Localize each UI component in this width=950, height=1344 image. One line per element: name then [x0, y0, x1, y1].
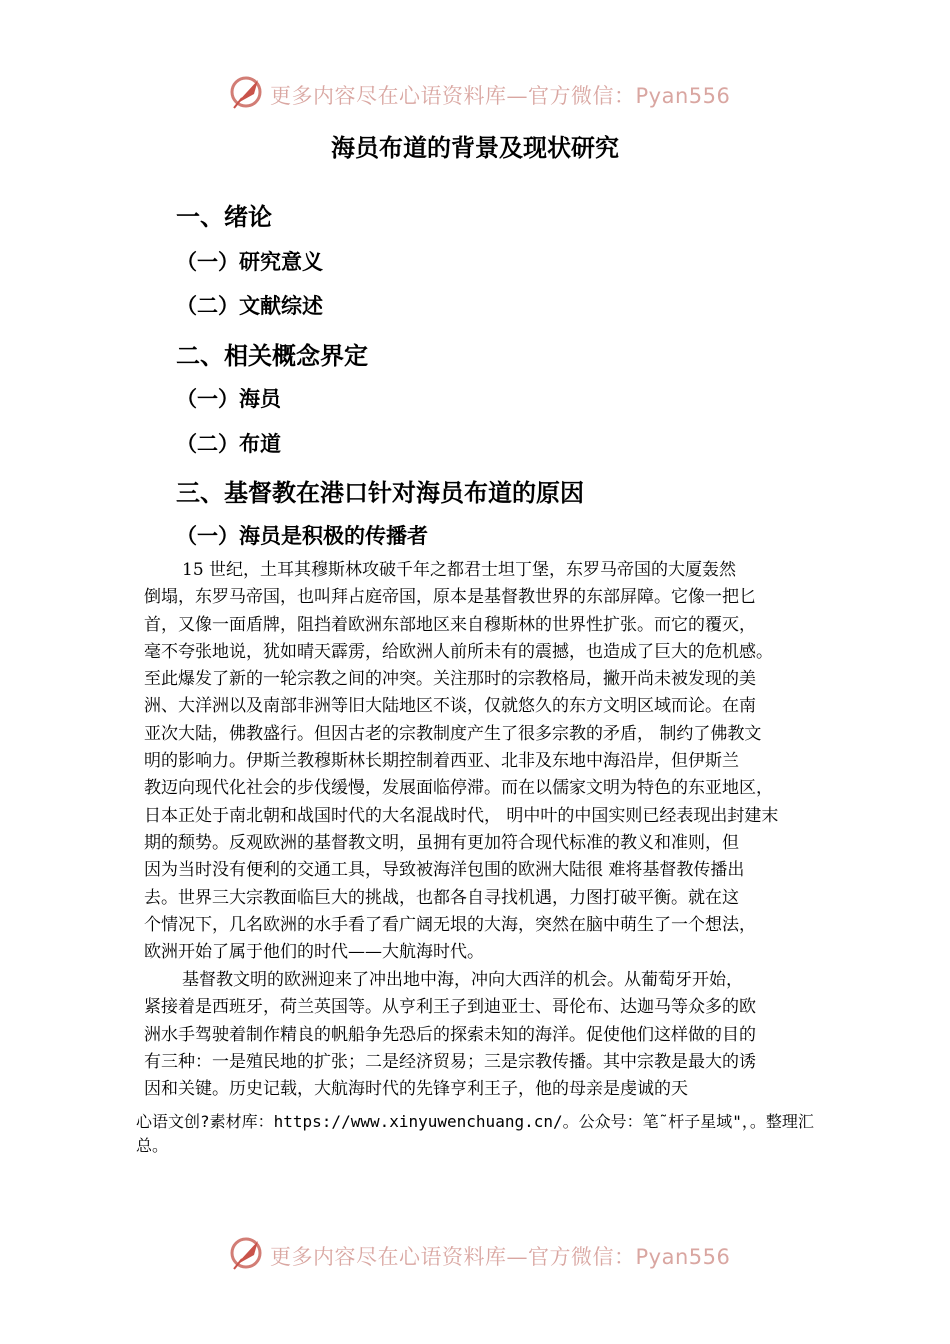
heading-reasons: 三、基督教在港口针对海员布道的原因 — [176, 479, 584, 507]
footer-banner — [0, 1233, 950, 1273]
subheading-literature-review: （二）文献综述 — [176, 294, 323, 318]
heading-introduction: 一、绪论 — [176, 203, 272, 231]
source-note-line-1: 心语文创?素材库：https://www.xinyuwenchuang.cn/。公众号：笔˜杆子星域"，。整理汇 — [136, 1112, 814, 1131]
source-note — [136, 1110, 826, 1158]
subheading-seafarer: （一）海员 — [176, 387, 281, 411]
paragraph-line: 亚次大陆，佛教盛行。但因古老的宗教制度产生了很多宗教的矛盾， 制约了佛教文 — [144, 723, 762, 744]
subheading-preaching: （二）布道 — [176, 432, 281, 456]
subheading-research-significance: （一）研究意义 — [176, 250, 323, 274]
paragraph-line: 洲水手驾驶着制作精良的帆船争先恐后的探索未知的海洋。促使他们这样做的目的 — [144, 1024, 756, 1045]
paragraph-line: 基督教文明的欧洲迎来了冲出地中海，冲向大西洋的机会。从葡萄牙开始， — [182, 970, 743, 990]
paragraph-line: 明的影响力。伊斯兰教穆斯林长期控制着西亚、北非及东地中海沿岸，但伊斯兰 — [144, 751, 739, 772]
body-paragraph-1 — [144, 557, 820, 966]
paragraph-line: 教迈向现代化社会的步伐缓慢，发展面临停滞。而在以儒家文明为特色的东亚地区， — [144, 778, 773, 799]
paragraph-line: 因为当时没有便利的交通工具，导致被海洋包围的欧洲大陆很 难将基督教传播出 — [144, 860, 745, 881]
document-title: 海员布道的背景及现状研究 — [331, 134, 619, 162]
header-banner — [0, 72, 950, 112]
paragraph-line: 欧洲开始了属于他们的时代——大航海时代。 — [144, 942, 484, 963]
subheading-active-spreaders: （一）海员是积极的传播者 — [176, 524, 428, 548]
paragraph-line: 去。世界三大宗教面临巨大的挑战，也都各自寻找机遇，力图打破平衡。就在这 — [144, 887, 739, 908]
quill-logo-icon — [228, 1235, 266, 1271]
paragraph-line: 倒塌，东罗马帝国，也叫拜占庭帝国，原本是基督教世界的东部屏障。它像一把匕 — [144, 587, 756, 608]
paragraph-line: 因和关键。历史记载，大航海时代的先锋亨利王子，他的母亲是虔诚的天 — [144, 1079, 688, 1100]
banner-text: 更多内容尽在心语资料库—官方微信：Pyan556 — [270, 1245, 731, 1269]
paragraph-line: 紧接着是西班牙，荷兰英国等。从亨利王子到迪亚士、哥伦布、达迦马等众多的欧 — [144, 997, 756, 1018]
paragraph-line: 毫不夸张地说，犹如晴天霹雳，给欧洲人前所未有的震撼，也造成了巨大的危机感。 — [144, 641, 773, 662]
heading-concepts: 二、相关概念界定 — [176, 342, 368, 370]
quill-logo-icon — [228, 74, 266, 110]
paragraph-line: 至此爆发了新的一轮宗教之间的冲突。关注那时的宗教格局，撇开尚未被发现的美 — [144, 669, 756, 690]
paragraph-line: 个情况下，几名欧洲的水手看了看广阔无垠的大海，突然在脑中萌生了一个想法， — [144, 914, 756, 935]
body-paragraph-2 — [144, 967, 820, 1103]
paragraph-line: 洲、大洋洲以及南部非洲等旧大陆地区不谈，仅就悠久的东方文明区域而论。在南 — [144, 696, 756, 717]
paragraph-line: 期的颓势。反观欧洲的基督教文明，虽拥有更加符合现代标准的教义和准则，但 — [144, 832, 739, 853]
banner-text: 更多内容尽在心语资料库—官方微信：Pyan556 — [270, 84, 731, 108]
paragraph-line: 日本正处于南北朝和战国时代的大名混战时代， 明中叶的中国实则已经表现出封建末 — [144, 805, 779, 826]
paragraph-line: 首，又像一面盾牌，阻挡着欧洲东部地区来自穆斯林的世界性扩张。而它的覆灭， — [144, 614, 756, 635]
paragraph-line: 15 世纪，土耳其穆斯林攻破千年之都君士坦丁堡，东罗马帝国的大厦轰然 — [182, 560, 737, 580]
paragraph-line: 有三种：一是殖民地的扩张；二是经济贸易；三是宗教传播。其中宗教是最大的诱 — [144, 1051, 756, 1072]
source-note-line-2: 总。 — [136, 1136, 169, 1155]
